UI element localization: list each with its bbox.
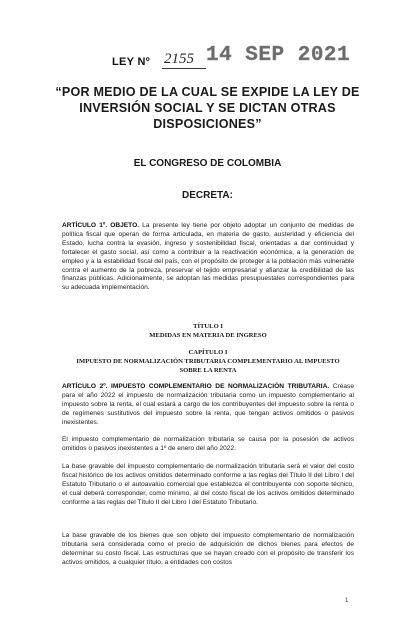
title-label: TÍTULO I — [193, 323, 223, 330]
law-number-line — [112, 44, 362, 78]
article-2-paragraph — [62, 383, 354, 428]
date-stamp: 14 SEP 2021 — [206, 44, 351, 67]
article-2-text: Créase para el año 2022 el impuesto de normalización tributaria como un impuesto complementario al impuesto sobre la renta, el cual estará a cargo de los contribuyentes del impuesto sobre la renta o de regímenes sustitutivos del impuesto sobre la renta, que tengan activos omitidos o pasivos inexistentes. — [62, 383, 354, 426]
article-2-lead: ARTÍCULO 2º. IMPUESTO COMPLEMENTARIO DE NORMALIZACIÓN TRIBUTARIA. — [62, 383, 330, 390]
body-paragraph: El impuesto complementario de normalización tributaria se causa por la posesión de activos omitidos o pasivos inexistentes a 1º de enero del año 2022. — [62, 436, 354, 452]
title-name: MEDIDAS EN MATERIA DE INGRESO — [149, 332, 267, 339]
issuing-body: EL CONGRESO DE COLOMBIA — [133, 158, 282, 169]
document-title: “POR MEDIO DE LA CUAL SE EXPIDE LA LEY DE INVERSIÓN SOCIAL Y SE DICTAN OTRAS DISPOSICIONES” — [55, 85, 360, 131]
chapter-heading — [72, 348, 344, 375]
chapter-name: IMPUESTO DE NORMALIZACIÓN TRIBUTARIA COMPLEMENTARIO AL IMPUESTO SOBRE LA RENTA — [76, 358, 340, 374]
law-number: 2155 — [164, 51, 194, 67]
article-1-text: La presente ley tiene por objeto adoptar un conjunto de medidas de política fiscal que operan de forma articulada, en materia de gasto, austeridad y eficiencia del Estado, lucha contra la evasión, ingreso y sostenibilidad fiscal, orientadas a dar continuidad y fortalecer el gasto social, así como a contribuir a la reactivación económica, a la generación de empleo y a la estabilidad fiscal del país, con el propósito de proteger a la población más vulnerable contra el aumento de la pobreza, preservar el tejido empresarial y afianzar la credibilidad de las finanzas públicas. Adicionalmente, se adoptan las medidas presupuestales correspondientes para su adecuada implementación. — [62, 222, 354, 292]
chapter-label: CAPÍTULO I — [188, 349, 228, 356]
decree-heading: DECRETA: — [182, 190, 233, 201]
page-number: 1 — [345, 598, 349, 604]
body-paragraph: La base gravable de los bienes que son objeto del impuesto complementario de normalización tributaria será considerada como el precio de adquisición de dichos bienes para efectos de determinar su costo fiscal. Las estructuras que se hayan creado con el propósito de transferir los activos omitidos, a cualquier título, a entidades con costos — [62, 532, 354, 566]
article-1-paragraph — [62, 222, 354, 293]
title-heading — [62, 322, 354, 340]
body-paragraph: La base gravable del impuesto complementario de normalización tributaria será el valor del costo fiscal histórico de los activos omitidos determinado conforme a las reglas del Título II del Libro I del Estatuto Tributario o el autoavalúo comercial que establezca el contribuyente con soporte técnico, el cual deberá corresponder, como mínimo, al del costo fiscal de los activos omitidos determinado conforme a las reglas del Título II del Libro I del Estatuto Tributario. — [62, 463, 354, 506]
law-number-underline — [162, 68, 206, 69]
law-label: LEY Nº — [112, 56, 151, 68]
article-1-lead: ARTÍCULO 1º. OBJETO. — [62, 222, 140, 229]
